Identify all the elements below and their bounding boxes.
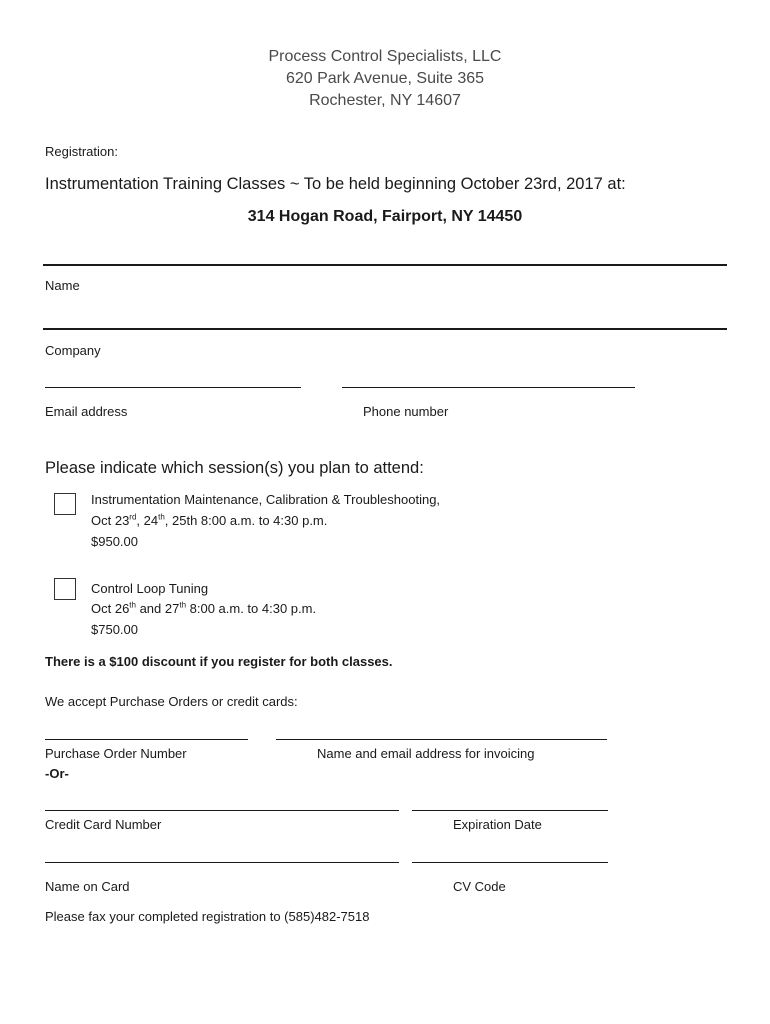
card-number-input-line[interactable] — [45, 798, 399, 811]
phone-label: Phone number — [363, 404, 449, 419]
name-on-card-input-line[interactable] — [45, 850, 399, 863]
email-input-line[interactable] — [45, 375, 301, 388]
company-address-line2: Rochester, NY 14607 — [309, 92, 461, 109]
expiration-label: Expiration Date — [453, 817, 542, 832]
name-input-line[interactable] — [43, 252, 727, 266]
invoice-contact-input-line[interactable] — [276, 727, 607, 740]
session-2-dates: Oct 26th and 27th 8:00 a.m. to 4:30 p.m. — [91, 600, 317, 616]
expiration-input-line[interactable] — [412, 798, 608, 811]
payment-intro: We accept Purchase Orders or credit cards: — [45, 694, 298, 709]
po-number-label: Purchase Order Number — [45, 746, 187, 761]
email-label: Email address — [45, 404, 128, 419]
session-2-checkbox[interactable] — [54, 578, 76, 600]
session-2-title: Control Loop Tuning — [91, 581, 209, 596]
company-address-line1: 620 Park Avenue, Suite 365 — [285, 70, 485, 87]
po-number-input-line[interactable] — [45, 727, 248, 740]
venue-address: 314 Hogan Road, Fairport, NY 14450 — [247, 208, 523, 225]
company-label: Company — [45, 343, 101, 358]
company-name: Process Control Specialists, LLC — [268, 48, 502, 65]
company-input-line[interactable] — [43, 316, 727, 330]
session-1-dates: Oct 23rd, 24th, 25th 8:00 a.m. to 4:30 p.m. — [91, 512, 328, 528]
sessions-prompt: Please indicate which session(s) you plan to attend: — [45, 459, 424, 477]
invoice-contact-label: Name and email address for invoicing — [317, 746, 535, 761]
cv-code-input-line[interactable] — [412, 850, 608, 863]
name-on-card-label: Name on Card — [45, 879, 130, 894]
session-2-price: $750.00 — [91, 622, 138, 637]
session-1-price: $950.00 — [91, 534, 138, 549]
discount-note: There is a $100 discount if you register for both classes. — [45, 654, 393, 669]
card-number-label: Credit Card Number — [45, 817, 162, 832]
fax-note: Please fax your completed registration to (585)482-7518 — [45, 909, 370, 924]
cv-code-label: CV Code — [453, 879, 506, 894]
session-1-checkbox[interactable] — [54, 493, 76, 515]
phone-input-line[interactable] — [342, 375, 635, 388]
or-separator: -Or- — [45, 766, 69, 781]
session-1-title: Instrumentation Maintenance, Calibration & Troubleshooting, — [91, 492, 441, 507]
training-title: Instrumentation Training Classes ~ To be held beginning October 23rd, 2017 at: — [45, 175, 626, 193]
registration-label: Registration: — [45, 144, 118, 159]
name-label: Name — [45, 278, 80, 293]
